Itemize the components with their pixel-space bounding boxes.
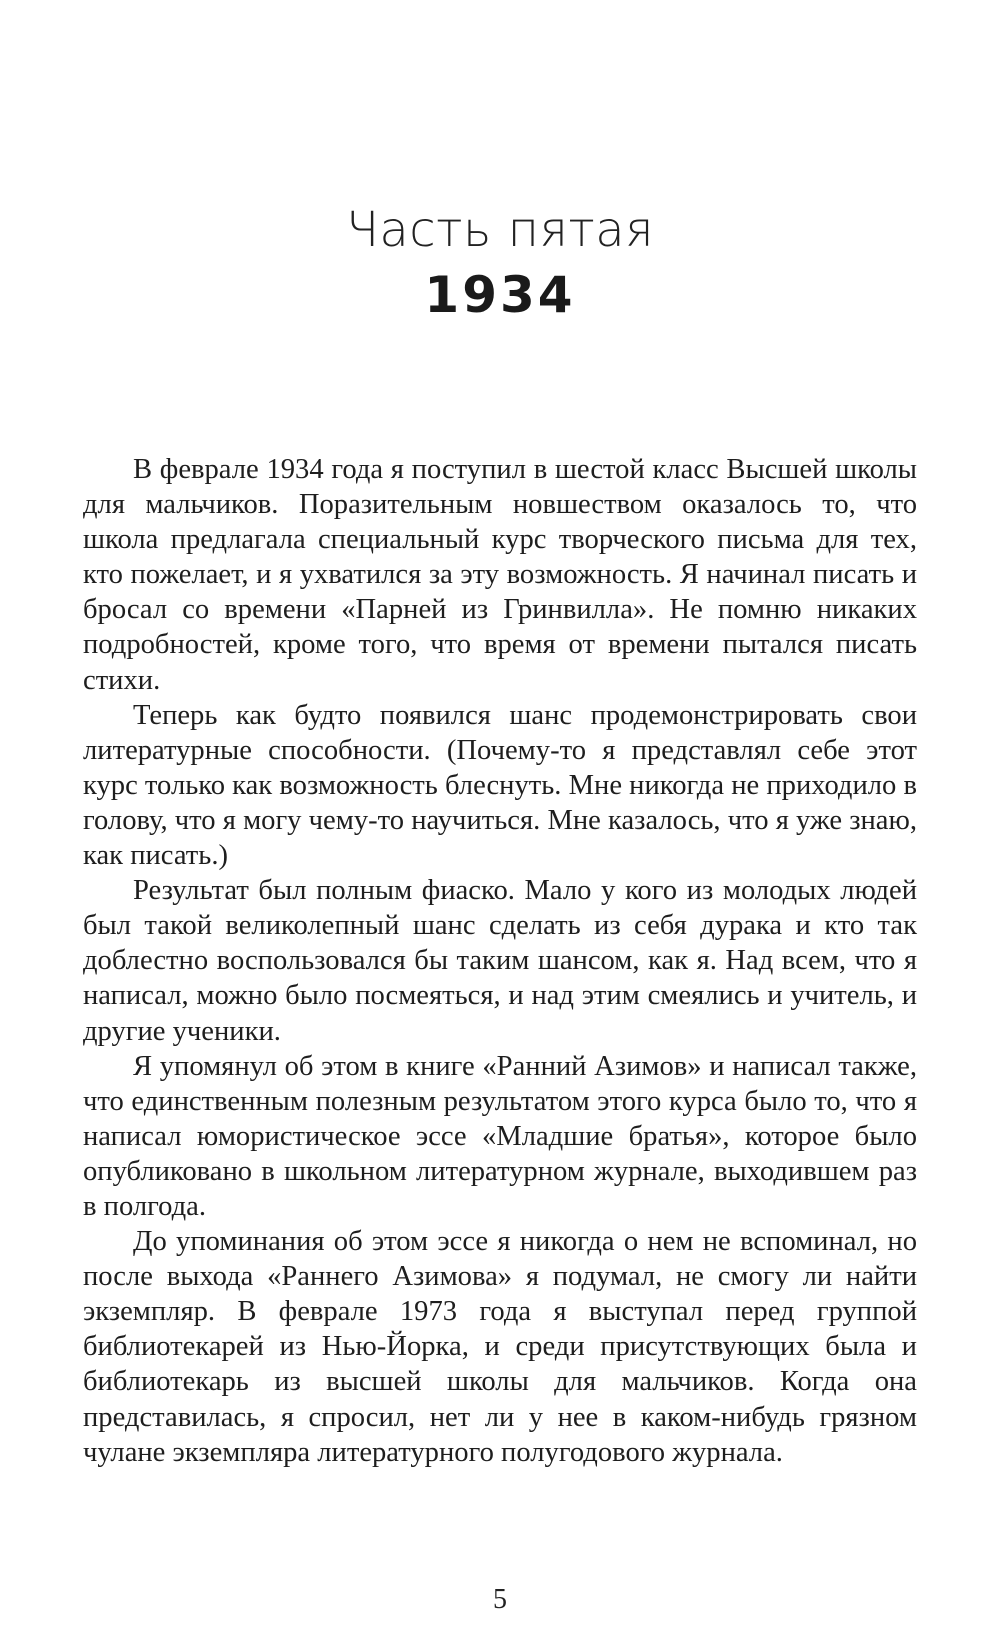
paragraph: До упоминания об этом эссе я никогда о нем не вспоминал, но после выхода «Раннего Азимова» я подумал, не смогу ли найти экземпляр. В феврале 1973 года я выступал перед группой библиотекарей из Нью-Йорка, и среди присутствующих была и библиотекарь из высшей школы для мальчиков. Когда она представилась, я спросил, нет ли у нее в каком-нибудь грязном чулане экземпляра литературного полугодового журнала. xyxy=(83,1226,917,1468)
body-text xyxy=(83,452,917,1470)
page-number: 5 xyxy=(493,1584,507,1615)
paragraph: Результат был полным фиаско. Мало у кого из молодых людей был такой великолепный шанс сделать из себя дурака и кто так доблестно воспользовался бы таким шансом, как я. Над всем, что я написал, можно было посмеяться, и над этим смеялись и учитель, и другие ученики. xyxy=(83,875,917,1047)
chapter-heading xyxy=(0,200,1000,326)
paragraph: Теперь как будто появился шанс продемонстрировать свои литературные способности. (Почему-то я представлял себе этот курс только как возможность блеснуть. Мне никогда не приходило в голову, что я могу чему-то научиться. Мне казалось, что я уже знаю, как писать.) xyxy=(83,699,917,872)
paragraph: В феврале 1934 года я поступил в шестой класс Высшей школы для мальчиков. Поразительным новшеством оказалось то, что школа предлагала специальный курс творческого письма для тех, кто пожелает, и я ухватился за эту возможность. Я начинал писать и бросал со времени «Парней из Гринвилла». Не помню никаких подробностей, кроме того, что время от времени пытался писать стихи. xyxy=(83,454,917,696)
part-year: 1934 xyxy=(424,266,576,324)
paragraph: Я упомянул об этом в книге «Ранний Азимов» и написал также, что единственным полезным результатом этого курса было то, что я написал юмористическое эссе «Младшие братья», которое было опубликовано в школьном литературном журнале, выходившем раз в полгода. xyxy=(83,1050,917,1222)
part-title: Часть пятая xyxy=(345,202,655,258)
